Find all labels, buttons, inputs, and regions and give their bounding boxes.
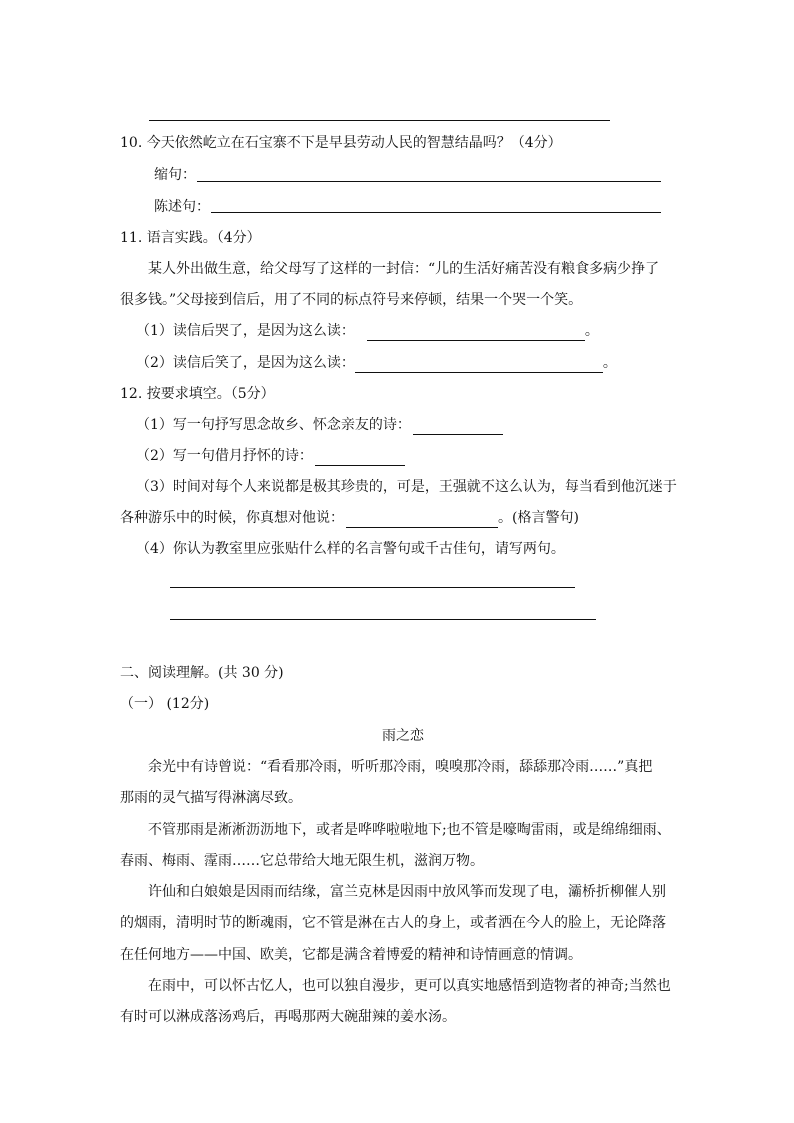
q10-chenshu-answer-line[interactable] <box>211 212 661 213</box>
q10-chenshu-label: 陈述句： <box>154 199 210 215</box>
q10-suoju-answer-line[interactable] <box>197 181 661 182</box>
q11-sub2-period: 。 <box>602 355 617 371</box>
q12-sub4-answer-line-2[interactable] <box>170 619 596 620</box>
q12-sub2-label: （2）写一句借月抒怀的诗： <box>136 448 313 464</box>
section2-part1: （一） (12分) <box>120 696 210 712</box>
q12-sub3-tail: 。(格言警句) <box>498 510 579 526</box>
q12-sub2-answer-line[interactable] <box>315 449 405 466</box>
paragraph-line: 有时可以淋成落汤鸡后，再喝那两大碗甜辣的姜水汤。 <box>120 1009 456 1025</box>
q12-sub1-answer-line[interactable] <box>413 418 503 435</box>
q11-sub2-label: （2）读信后笑了，是因为这么读： <box>136 355 355 371</box>
q11-title: 11. 语言实践。（4分） <box>120 230 261 246</box>
q11-sub2 <box>136 353 617 373</box>
q11-sub1 <box>136 321 599 341</box>
q10-question: 10. 今天依然屹立在石宝寨不下是早县劳动人民的智慧结晶吗？（4分） <box>120 135 562 151</box>
q12-sub1-label: （1）写一句抒写思念故乡、怀念亲友的诗： <box>136 417 411 433</box>
q12-sub4-answer-line-1[interactable] <box>170 587 575 588</box>
q12-sub3-line1: （3）时间对每个人来说都是极其珍贵的，可是，王强就不这么认为，每当看到他沉迷于 <box>136 479 677 495</box>
paragraph-line: 的烟雨，清明时节的断魂雨，它不管是淋在古人的身上，或者洒在今人的脸上，无论降落 <box>120 915 666 931</box>
paragraph-line: 不管那雨是淅淅沥沥地下，或者是哗哗啦啦地下;也不管是嚎啕雷雨，或是绵绵细雨、 <box>148 822 671 838</box>
q11-sub1-period: 。 <box>584 323 599 339</box>
paragraph-line: 在任何地方——中国、欧美，它都是满含着博爱的精神和诗情画意的情调。 <box>120 947 582 963</box>
q11-sub1-answer-line[interactable] <box>367 324 585 341</box>
q11-sub1-label: （1）读信后哭了，是因为这么读： <box>136 323 355 339</box>
q12-sub4: （4）你认为教室里应张贴什么样的名言警句或千古佳句，请写两句。 <box>136 541 565 557</box>
q12-sub2 <box>136 446 405 466</box>
q12-sub1 <box>136 415 503 435</box>
q11-passage-line1: 某人外出做生意，给父母写了这样的一封信：“儿的生活好痛苦没有粮食多病少挣了 <box>148 261 660 277</box>
paragraph-line: 那雨的灵气描写得淋漓尽致。 <box>120 790 302 806</box>
q11-sub2-answer-line[interactable] <box>355 356 603 373</box>
answer-line-top[interactable] <box>149 120 610 121</box>
paragraph-line: 在雨中，可以怀古忆人，也可以独自漫步，更可以真实地感悟到造物者的神奇;当然也 <box>148 978 671 994</box>
paragraph-line: 春雨、梅雨、霪雨……它总带给大地无限生机，滋润万物。 <box>120 853 484 869</box>
article-title: 雨之恋 <box>382 728 424 744</box>
paragraph-line: 余光中有诗曾说：“看看那冷雨，听听那冷雨，嗅嗅那冷雨，舔舔那冷雨……”真把 <box>148 759 653 775</box>
paragraph-line: 许仙和白娘娘是因雨而结缘，富兰克林是因雨中放风筝而发现了电，灞桥折柳催人别 <box>148 884 666 900</box>
q12-sub3-answer-line[interactable] <box>346 511 498 528</box>
q11-passage-line2: 很多钱。”父母接到信后，用了不同的标点符号来停顿，结果一个哭一个笑。 <box>120 292 583 308</box>
q12-sub3-line2 <box>120 508 579 528</box>
q10-suoju-label: 缩句： <box>154 167 196 183</box>
q12-title: 12. 按要求填空。（5分） <box>120 386 275 402</box>
section2-title: 二、阅读理解。(共 30 分) <box>120 665 284 681</box>
q12-sub3-lead: 各种游乐中的时候，你真想对他说： <box>120 510 344 526</box>
